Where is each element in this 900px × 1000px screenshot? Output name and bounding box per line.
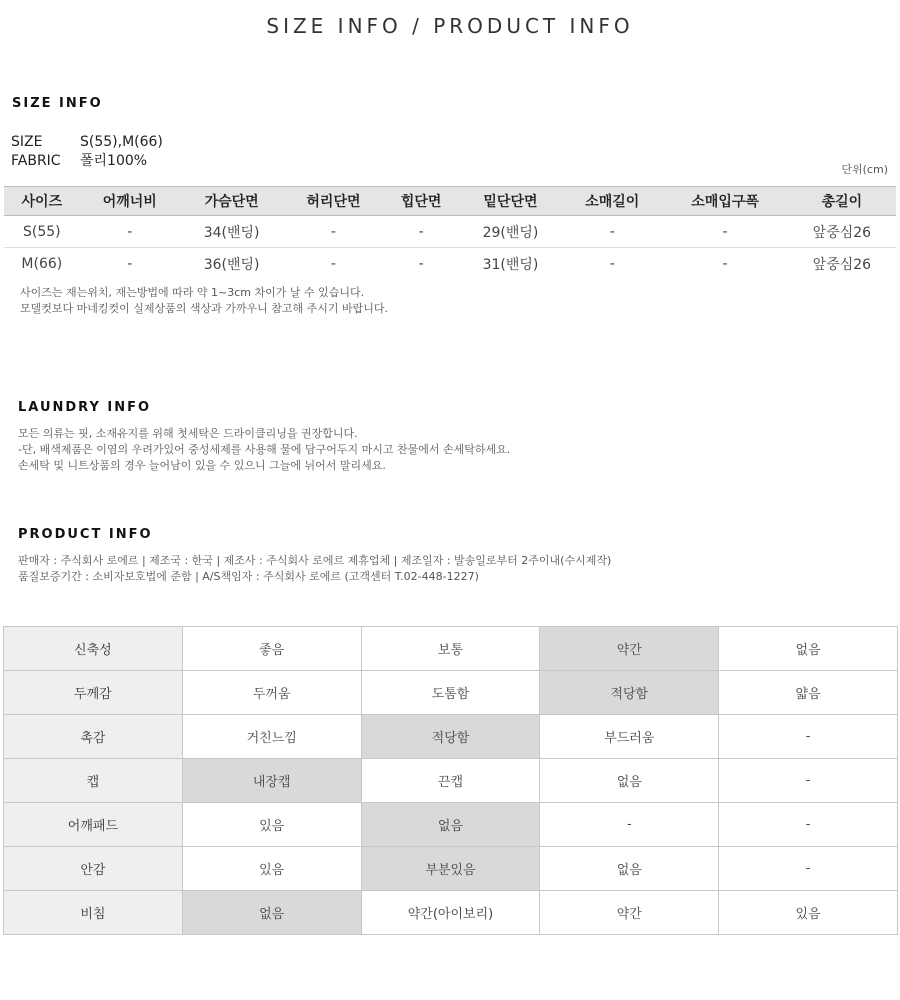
attribute-option-selected: 적당함 xyxy=(540,671,719,715)
table-row xyxy=(4,248,896,280)
size-key: SIZE xyxy=(11,134,43,150)
attribute-row xyxy=(4,803,898,847)
table-cell: 36(밴딩) xyxy=(203,256,260,273)
header-cell: 사이즈 xyxy=(4,187,80,216)
attribute-option: 있음 xyxy=(182,847,361,891)
attribute-option: - xyxy=(719,715,898,759)
table-cell: - xyxy=(330,255,336,272)
laundry-line: 손세탁 및 니트상품의 경우 늘어남이 있을 수 있으니 그늘에 뉘어서 말리세요. xyxy=(18,459,386,472)
attribute-option: 없음 xyxy=(540,759,719,803)
table-cell: 앞중심26 xyxy=(812,256,872,273)
header-cell: 허리단면 xyxy=(283,187,383,216)
attribute-label: 비침 xyxy=(4,891,183,935)
attribute-table xyxy=(3,626,898,935)
attribute-option: 있음 xyxy=(182,803,361,847)
product-line: 판매자 : 주식회사 로에르 | 제조국 : 한국 | 제조사 : 주식회사 로에르 제휴업체 | 제조일자 : 발송일로부터 2주이내(수시제작) xyxy=(18,554,612,567)
fabric-key: FABRIC xyxy=(11,153,61,169)
header-cell: 가슴단면 xyxy=(180,187,283,216)
attribute-option-selected: 적당함 xyxy=(361,715,540,759)
table-cell: - xyxy=(562,216,662,248)
attribute-row xyxy=(4,847,898,891)
table-cell: - xyxy=(283,216,383,248)
attribute-row xyxy=(4,715,898,759)
table-cell: 34(밴딩) xyxy=(180,216,283,248)
attribute-label: 어깨패드 xyxy=(4,803,183,847)
product-info-heading: PRODUCT INFO xyxy=(18,527,153,542)
size-notes xyxy=(20,285,388,317)
table-cell: - xyxy=(662,216,787,248)
attribute-option: 거친느낌 xyxy=(182,715,361,759)
attribute-option-selected: 내장캡 xyxy=(182,759,361,803)
table-cell: - xyxy=(609,255,615,272)
header-cell: 총길이 xyxy=(788,187,896,216)
attribute-option: 좋음 xyxy=(182,627,361,671)
table-cell: S(55) xyxy=(4,216,80,248)
size-note-line: 모델컷보다 마네킹컷이 실제상품의 색상과 가까우니 참고해 주시기 바랍니다. xyxy=(20,302,389,315)
product-notes xyxy=(18,553,611,585)
table-cell: - xyxy=(80,216,180,248)
attribute-row xyxy=(4,671,898,715)
attribute-label: 신축성 xyxy=(4,627,183,671)
attribute-option: - xyxy=(719,759,898,803)
size-note-line: 사이즈는 재는위치, 재는방법에 따라 약 1~3cm 차이가 날 수 있습니다. xyxy=(20,286,365,299)
attribute-option-selected: 없음 xyxy=(361,803,540,847)
attribute-row xyxy=(4,759,898,803)
attribute-label: 안감 xyxy=(4,847,183,891)
product-line: 품질보증기간 : 소비자보호법에 준함 | A/S책임자 : 주식회사 로에르 (고객센터 T.02-448-1227) xyxy=(18,570,479,583)
attribute-option: 있음 xyxy=(719,891,898,935)
laundry-notes xyxy=(18,426,510,474)
attribute-option: - xyxy=(719,803,898,847)
table-cell: 29(밴딩) xyxy=(459,216,562,248)
header-cell: 소매길이 xyxy=(562,187,662,216)
header-cell: 소매입구폭 xyxy=(662,187,787,216)
size-value: S(55),M(66) xyxy=(80,134,163,150)
laundry-line: -단, 배색제품은 이염의 우려가있어 중성세제를 사용해 물에 담구어두지 마시고 찬물에서 손세탁하세요. xyxy=(18,443,511,456)
page-title: SIZE INFO / PRODUCT INFO xyxy=(266,14,634,38)
table-row xyxy=(4,216,896,248)
attribute-option: 약간(아이보리) xyxy=(361,891,540,935)
laundry-line: 모든 의류는 핏, 소재유지를 위해 첫세탁은 드라이클리닝을 권장합니다. xyxy=(18,427,358,440)
table-cell: - xyxy=(384,216,459,248)
size-info-heading: SIZE INFO xyxy=(12,96,103,111)
size-table-header xyxy=(4,187,896,216)
attribute-label: 촉감 xyxy=(4,715,183,759)
header-cell: 어깨너비 xyxy=(80,187,180,216)
header-cell: 힙단면 xyxy=(384,187,459,216)
header-cell: 밑단단면 xyxy=(459,187,562,216)
table-cell: 앞중심26 xyxy=(788,216,896,248)
attribute-option-selected: 부분있음 xyxy=(361,847,540,891)
attribute-label: 캡 xyxy=(4,759,183,803)
fabric-value: 폴리100% xyxy=(80,153,148,169)
attribute-label: 두께감 xyxy=(4,671,183,715)
table-cell: - xyxy=(127,255,133,272)
attribute-option: 두꺼움 xyxy=(182,671,361,715)
attribute-row xyxy=(4,891,898,935)
attribute-option: 없음 xyxy=(719,627,898,671)
attribute-option-selected: 없음 xyxy=(182,891,361,935)
attribute-option-selected: 약간 xyxy=(540,627,719,671)
attribute-row xyxy=(4,627,898,671)
attribute-option: - xyxy=(540,803,719,847)
table-cell: M(66) xyxy=(21,255,63,272)
attribute-option: 얇음 xyxy=(719,671,898,715)
attribute-option: 없음 xyxy=(540,847,719,891)
table-cell: - xyxy=(722,255,728,272)
attribute-option: - xyxy=(719,847,898,891)
table-cell: - xyxy=(418,255,424,272)
attribute-option: 약간 xyxy=(540,891,719,935)
fabric-spec xyxy=(11,150,147,170)
unit-label: 단위(cm) xyxy=(841,163,888,176)
size-spec xyxy=(11,134,163,150)
table-cell: 31(밴딩) xyxy=(482,256,539,273)
laundry-info-heading: LAUNDRY INFO xyxy=(18,400,152,415)
attribute-option: 부드러움 xyxy=(540,715,719,759)
size-table xyxy=(4,186,896,280)
attribute-option: 끈캡 xyxy=(361,759,540,803)
attribute-option: 보통 xyxy=(361,627,540,671)
attribute-option: 도톰함 xyxy=(361,671,540,715)
